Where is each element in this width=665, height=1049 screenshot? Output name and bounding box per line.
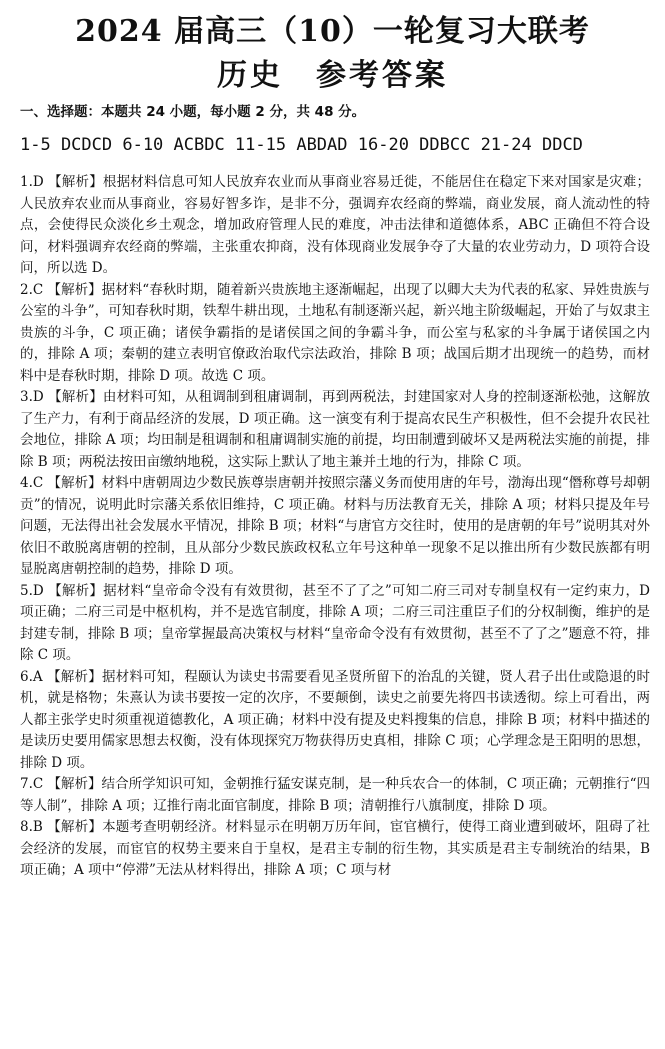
explanation-item-7: 7.C 【解析】结合所学知识可知，金朝推行猛安谋克制，是一种兵农合一的体制，C 项正确；元朝推行“四等人制”，排除 A 项；辽推行南北面官制度，排除 B 项；清朝推行八旗制度，排除 D 项。 <box>20 776 650 814</box>
explanation-item-1: 1.D 【解析】根据材料信息可知人民放弃农业而从事商业容易迁徙，不能居住在稳定下来对国家是灾难；人民放弃农业而从事商业，容易好智多诈，是非不分，强调弃农经商的弊端，商业发展，商人流动性的特点，会使得民众淡化乡土观念，增加政府管理人民的难度，冲击法律和道德体系，ABC 正确但不符合设问，材料强调弃农经商的弊端，主张重农抑商，没有体现商业发展争夺了大量的农业劳动力，D 项符合设问，所以选 D。 <box>20 174 650 276</box>
explanation-item-5: 5.D 【解析】据材料“皇帝命令没有有效贯彻，甚至不了了之”可知二府三司对专制皇权有一定约束力，D 项正确；二府三司是中枢机构，并不是选官制度，排除 A 项；二府三司注重臣子们的分权制衡，维护的是封建专制，排除 B 项；皇帝掌握最高决策权与材料“皇帝命令没有有效贯彻，甚至不了了之”题意不符，排除 C 项。 <box>20 582 650 663</box>
explanation-item-6: 6.A 【解析】据材料可知，程颐认为读史书需要看见圣贤所留下的治乱的关键，贤人君子出仕或隐退的时机，就是格物；朱熹认为读书要按一定的次序，不要颠倒，读史之前要先将四书读透彻。综上可看出，两人都主张学史时须重视道德教化，A 项正确；材料中没有提及史料搜集的信息，排除 B 项；材料中描述的是读历史要用儒家思想去权衡，没有体现探究万物获得历史真相，排除 C 项；心学理念是王阳明的思想，排除 D 项。 <box>20 668 650 771</box>
answer-summary: 1-5 DCDCD 6-10 ACBDC 11-15 ABDAD 16-20 DDBCC 21-24 DDCD <box>20 135 583 155</box>
explanation-item-2: 2.C 【解析】据材料“春秋时期，随着新兴贵族地主逐渐崛起，出现了以卿大夫为代表的私家、异姓贵族与公室的斗争”，可知春秋时期，铁犁牛耕出现，土地私有制逐渐兴起，新兴地主阶级崛起，开始了与奴隶主贵族的斗争，C 项正确；诸侯争霸指的是诸侯国之间的争霸斗争，而公室与私家的斗争属于诸侯国之内的，排除 A 项；秦朝的建立表明官僚政治取代宗法政治，排除 B 项；战国后期才出现统一的趋势，而材料中是春秋时期，排除 D 项。故选 C 项。 <box>20 281 650 384</box>
section-heading: 一、选择题：本题共 24 小题，每小题 2 分，共 48 分。 <box>20 104 366 120</box>
explanation-list <box>20 172 650 882</box>
page-title: 2024 届高三（10）一轮复习大联考 <box>75 14 590 49</box>
page-subtitle: 历史 参考答案 <box>217 58 448 93</box>
explanation-item-3: 3.D 【解析】由材料可知，从租调制到租庸调制，再到两税法，封建国家对人身的控制逐渐松弛，这解放了生产力，有利于商品经济的发展，D 项正确。这一演变有利于提高农民生产积极性，但不会提升农民社会地位，排除 A 项；均田制是租调制和租庸调制实施的前提，均田制遭到破坏又是两税法实施的前提，排除 B 项；两税法按田亩缴纳地税，这实际上默认了地主兼并土地的行为，排除 C 项。 <box>20 389 650 470</box>
explanation-item-8: 8.B 【解析】本题考查明朝经济。材料显示在明朝万历年间，宦官横行，使得工商业遭到破坏，阻碍了社会经济的发展，而宦官的权势主要来自于皇权，是君主专制的衍生物，其实质是君主专制统治的结果，B 项正确；A 项中“停滞”无法从材料得出，排除 A 项；C 项与材 <box>20 819 650 878</box>
explanation-item-4: 4.C 【解析】材料中唐朝周边少数民族尊崇唐朝并按照宗藩义务而使用唐的年号，渤海出现“僭称尊号却朝贡”的情况，说明此时宗藩关系依旧维持，C 项正确。材料与历法教育无关，排除 A 项；材料只提及年号问题，无法得出社会发展水平情况，排除 B 项；材料“与唐官方交往时，使用的是唐朝的年号”说明其对外依旧不敢脱离唐朝的控制，且从部分少数民族政权私立年号这种单一现象不足以推出所有少数民族都有明显脱离唐朝控制的趋势，排除 D 项。 <box>20 475 650 577</box>
